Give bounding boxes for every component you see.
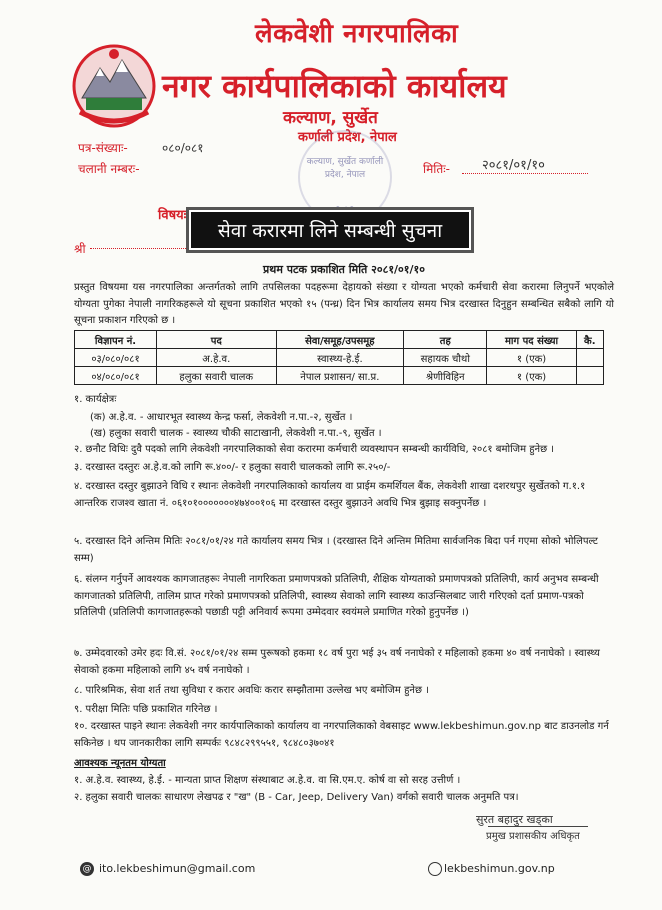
table-cell: १ (एक) — [487, 349, 576, 367]
table-cell: स्वास्थ्य-हे.ई. — [276, 349, 404, 367]
table-cell — [576, 349, 603, 367]
item-3: ३. दरखास्त दस्तुरः अ.हे.व.को लागि रू.४००/- र हलुका सवारी चालकको लागि रू.२५०/- — [74, 462, 391, 473]
col-level: तह — [404, 331, 487, 349]
table-cell: हलुका सवारी चालक — [156, 367, 276, 385]
item-1b: (ख) हलुका सवारी चालक - स्वास्थ्य चौकी साटाखानी, लेकवेशी न.पा.-९, सुर्खेत । — [90, 428, 382, 439]
email-icon: @ — [80, 862, 94, 876]
item-1: १. कार्यक्षेत्रः — [74, 394, 117, 405]
table-row — [75, 349, 604, 367]
table-cell: ०४/०८०/०८१ — [75, 367, 157, 385]
email-link[interactable]: ito.lekbeshimun@gmail.com — [99, 862, 256, 875]
col-post: पद — [156, 331, 276, 349]
subject-banner — [186, 207, 474, 253]
intro-paragraph: प्रस्तुत विषयमा यस नगरपालिका अन्तर्गतको लागि तपसिलका पदहरूमा देहायको संख्या र योग्यता भएको कर्मचारी सेवा करारमा लिनुपर्ने भएकोले योग्यता पुगेका नेपाली नागरिकहरूले यो सूचना प्रकाशित भएको १५ (पन्ध्र) दिन भित्र कार्यालय समय भित्र दरखास्त दिनुहुन सम्बन्धित सबैको लागि यो सूचना प्रकाशन गरिएको छ । — [74, 282, 614, 326]
item-4: ४. दरखास्त दस्तुर बुझाउने विधि र स्थानः लेकवेशी नगरपालिकाको कार्यालय वा प्राईम कमर्शियल बैंक, लेकवेशी शाखा दशरथपुर सुर्खेतको ग.१.१ आन्तरिक राजश्व खाता नं. ०६१०१०००००००४७४००१०६ मा दरखास्त दस्तुर बुझाउने अवधि भित्र बुझाइ सक्नुपर्नेछ । — [74, 481, 586, 509]
nepal-emblem-logo — [70, 40, 158, 128]
col-count: माग पद संख्या — [487, 331, 576, 349]
table-cell: १ (एक) — [487, 367, 576, 385]
office-title: नगर कार्यपालिकाको कार्यालय — [162, 67, 507, 105]
patra-value: ०८०/०८१ — [162, 141, 204, 155]
date-label: मितिः- — [423, 162, 450, 176]
table-row — [75, 367, 604, 385]
table-cell: अ.हे.व. — [156, 349, 276, 367]
published-date: प्रथम पटक प्रकाशित मिति २०८१/०१/१० — [263, 263, 425, 276]
col-ad-no: विज्ञापन नं. — [75, 331, 157, 349]
municipality-name: लेकवेशी नगरपालिका — [255, 19, 459, 49]
website-link[interactable]: lekbeshimun.gov.np — [444, 862, 555, 875]
qualification-1: १. अ.हे.व. स्वास्थ्य, हे.ई. - मान्यता प्राप्त शिक्षण संस्थाबाट अ.हे.व. वा सि.एम.ए. कोर्ष वा सो सरह उत्तीर्ण । — [74, 775, 461, 786]
qualification-title: आवश्यक न्यूनतम योग्यता — [74, 758, 166, 769]
qualification-2: २. हलुका सवारी चालकः साधारण लेखपढ र "ख" (B - Car, Jeep, Delivery Van) वर्गको सवारी चालक अनुमति पत्र। — [74, 792, 519, 803]
item-9: ९. परीक्षा मितिः पछि प्रकाशित गरिनेछ । — [74, 704, 218, 715]
signatory-name: सुरत बहादुर खड्का — [476, 813, 553, 826]
signatory-title: प्रमुख प्रशासकीय अधिकृत — [486, 831, 580, 842]
item-2: २. छनौट विधिः दुवै पदको लागि लेकवेशी नगरपालिकाको सेवा करारमा कर्मचारी व्यवस्थापन सम्बन्धी कार्यविधि, २०८१ बमोजिम हुनेछ । — [74, 444, 555, 455]
signature-line — [488, 826, 588, 827]
recipient-shri: श्री — [74, 242, 86, 256]
item-1a: (क) अ.हे.व. - आधारभूत स्वास्थ्य केन्द्र फर्सा, लेकवेशी न.पा.-२, सुर्खेत । — [90, 412, 353, 423]
table-cell: ०३/०८०/०८१ — [75, 349, 157, 367]
col-remarks: कै. — [576, 331, 603, 349]
table-cell: नेपाल प्रशासन/ सा.प्र. — [276, 367, 404, 385]
subject-label: विषयः — [158, 208, 187, 223]
col-service: सेवा/समूह/उपसमूह — [276, 331, 404, 349]
item-10: १०. दरखास्त पाइने स्थानः लेकवेशी नगर कार्यपालिकाको कार्यालय वा नगरपालिकाको वेबसाइट www.lekbeshimun.gov.np बाट डाउनलोड गर्न सकिनेछ । थप जानकारीका लागि सम्पर्कः ९८४८२९९५५१, ९८४८०३७०४१ — [74, 721, 609, 749]
item-6: ६. संलग्न गर्नुपर्ने आवश्यक कागजातहरूः नेपाली नागरिकता प्रमाणपत्रको प्रतिलिपी, शैक्षिक योग्यताको प्रमाणपत्रको प्रतिलिपी, कार्य अनुभव सम्बन्धी कागजातको प्रतिलिपी, तालिम प्राप्त गरेको प्रमाणपत्रको प्रतिलिपी, स्वास्थ्य सेवाको लागि स्वास्थ्य काउन्सिलबाट जारी गरिएको दर्ता प्रमाण-पत्रको प्रतिलिपी (प्रतिलिपी कागजातहरूको पछाडी पट्टी अनिवार्य रूपमा उम्मेदवार स्वयंमले प्रमाणित गरेको हुनुपर्नेछ ।) — [74, 574, 599, 618]
item-5: ५. दरखास्त दिने अन्तिम मितिः २०८१/०१/२४ गते कार्यालय समय भित्र । (दरखास्त दिने अन्तिम मितिमा सार्वजनिक बिदा पर्न गएमा सोको भोलिपल्ट सम्म) — [74, 536, 598, 564]
office-province: कर्णाली प्रदेश, नेपाल — [298, 130, 397, 145]
table-cell: श्रेणीविहिन — [404, 367, 487, 385]
date-underline — [462, 173, 588, 174]
globe-icon — [428, 862, 442, 876]
item-8: ८. पारिश्रमिक, सेवा शर्त तथा सुविधा र करार अवधिः करार सम्झौतामा उल्लेख भए बमोजिम हुनेछ । — [74, 685, 429, 696]
table-header-row — [75, 331, 604, 349]
patra-label: पत्र-संख्याः- — [78, 141, 128, 155]
table-cell: सहायक चौथो — [404, 349, 487, 367]
table-cell — [576, 367, 603, 385]
stamp-text: कल्याण, सुर्खेत कर्णाली प्रदेश, नेपाल — [306, 157, 384, 180]
item-7: ७. उम्मेदवारको उमेर हदः वि.सं. २०८१/०१/२४ सम्म पुरूषको हकमा १८ वर्ष पुरा भई ३५ वर्ष ननाघेको र महिलाको हकमा ४० वर्ष ननाघेको । स्वास्थ्य सेवाको हकमा महिलाको लागि ४५ वर्ष ननाघेको । — [74, 648, 600, 676]
vacancy-table — [74, 330, 604, 385]
subject-title: सेवा करारमा लिने सम्बन्धी सुचना — [217, 220, 443, 242]
office-location: कल्याण, सुर्खेत — [283, 108, 378, 128]
chalani-label: चलानी नम्बरः- — [78, 162, 140, 176]
recipient-dots — [90, 248, 186, 249]
date-value: २०८१/०१/१० — [482, 158, 545, 173]
